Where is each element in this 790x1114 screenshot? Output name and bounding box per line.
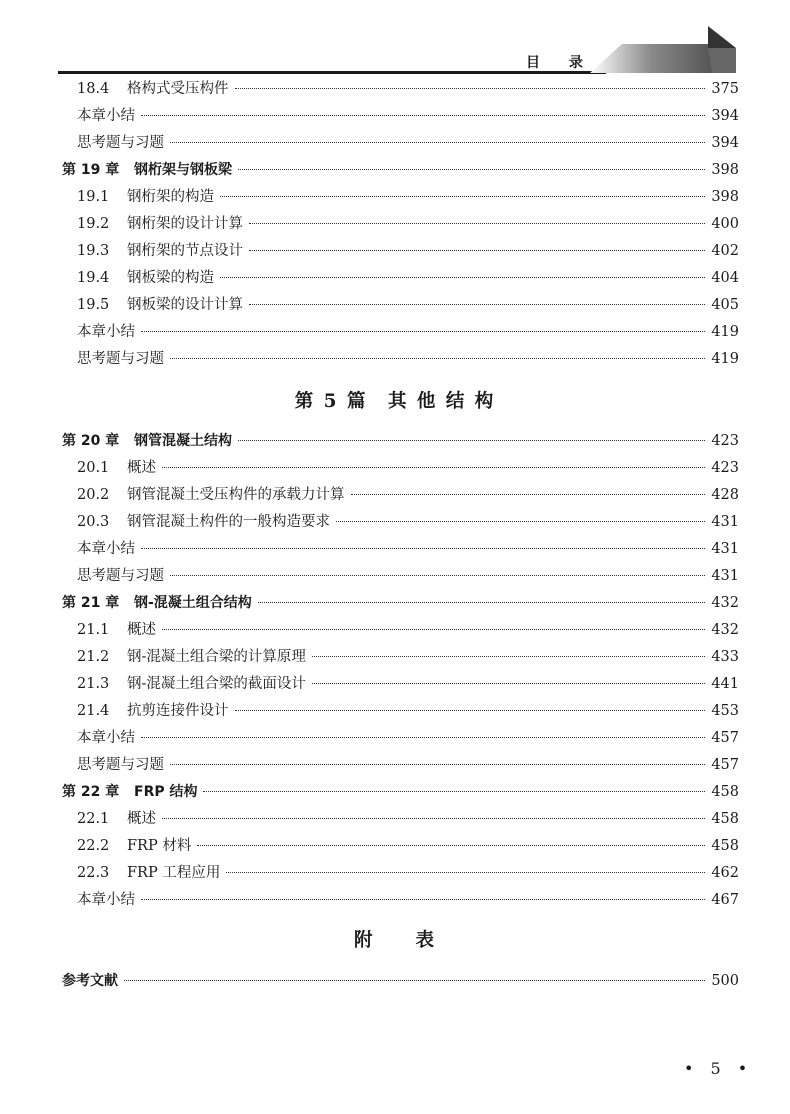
dot-leader <box>258 602 705 603</box>
entry-title: 概述 <box>127 460 156 476</box>
entry-title: 本章小结 <box>77 892 135 908</box>
toc-entry <box>77 484 739 506</box>
entry-number: 第 19 章 <box>62 162 120 178</box>
entry-page-number: 467 <box>711 892 739 908</box>
dot-leader <box>238 440 705 441</box>
entry-title: 钢管混凝土构件的一般构造要求 <box>127 514 330 530</box>
entry-page-number: 428 <box>711 487 739 503</box>
dot-leader <box>141 899 705 900</box>
entry-title: 钢板梁的设计计算 <box>127 297 243 313</box>
entry-page-number: 462 <box>711 865 739 881</box>
entry-page-number: 394 <box>711 135 739 151</box>
entry-number: 19.5 <box>77 297 110 313</box>
toc-entry <box>77 754 739 776</box>
toc-entry <box>77 457 739 479</box>
dot-leader <box>162 818 705 819</box>
toc-entry <box>77 78 739 100</box>
toc-entry <box>77 727 739 749</box>
toc-entry <box>77 835 739 857</box>
toc-entry <box>77 348 739 370</box>
entry-page-number: 402 <box>711 243 739 259</box>
entry-page-number: 441 <box>711 676 739 692</box>
entry-number: 20.2 <box>77 487 110 503</box>
dot-leader <box>197 845 705 846</box>
entry-number: 21.1 <box>77 622 110 638</box>
entry-page-number: 398 <box>711 189 739 205</box>
entry-page-number: 419 <box>711 351 739 367</box>
entry-page-number: 458 <box>711 838 739 854</box>
entry-title: 概述 <box>127 622 156 638</box>
toc-entry <box>77 132 739 154</box>
entry-number: 22.2 <box>77 838 110 854</box>
entry-title: 钢-混凝土组合梁的截面设计 <box>127 676 306 692</box>
entry-title: 钢桁架的构造 <box>127 189 214 205</box>
dot-leader <box>249 304 705 305</box>
entry-number: 20.3 <box>77 514 110 530</box>
entry-number: 第 22 章 <box>62 784 120 800</box>
entry-title: 本章小结 <box>77 730 135 746</box>
entry-number: 19.4 <box>77 270 110 286</box>
toc-entry <box>77 511 739 533</box>
entry-page-number: 404 <box>711 270 739 286</box>
entry-number: 20.1 <box>77 460 110 476</box>
entry-number: 19.1 <box>77 189 110 205</box>
page-number: • 5 • <box>684 1059 754 1078</box>
entry-title: 本章小结 <box>77 108 135 124</box>
dot-leader <box>170 764 705 765</box>
entry-page-number: 458 <box>711 811 739 827</box>
entry-page-number: 423 <box>711 433 739 449</box>
entry-title: 思考题与习题 <box>77 351 164 367</box>
entry-page-number: 419 <box>711 324 739 340</box>
entry-title: 思考题与习题 <box>77 757 164 773</box>
entry-title: FRP 材料 <box>127 838 192 854</box>
entry-title: 钢桁架的节点设计 <box>127 243 243 259</box>
toc-entry <box>77 538 739 560</box>
dot-leader <box>141 548 705 549</box>
entry-title: 钢管混凝土受压构件的承载力计算 <box>127 487 345 503</box>
entry-number: 21.3 <box>77 676 110 692</box>
entry-title: 参考文献 <box>62 973 118 989</box>
dot-leader <box>249 250 705 251</box>
entry-title: FRP 结构 <box>134 784 198 800</box>
entry-number: 第 20 章 <box>62 433 120 449</box>
dot-leader <box>141 115 705 116</box>
toc-entry <box>77 565 739 587</box>
toc-entry <box>62 970 739 992</box>
dot-leader <box>235 710 706 711</box>
entry-page-number: 423 <box>711 460 739 476</box>
entry-number: 18.4 <box>77 81 110 97</box>
dot-leader <box>170 142 705 143</box>
dot-leader <box>351 494 706 495</box>
toc-chapter-entry <box>62 592 739 614</box>
entry-number: 21.2 <box>77 649 110 665</box>
toc-entry <box>77 240 739 262</box>
entry-page-number: 432 <box>711 595 739 611</box>
dot-leader <box>220 196 705 197</box>
entry-page-number: 453 <box>711 703 739 719</box>
toc-chapter-entry <box>62 430 739 452</box>
entry-title: 概述 <box>127 811 156 827</box>
toc-entry <box>77 213 739 235</box>
toc-chapter-entry <box>62 781 739 803</box>
entry-page-number: 500 <box>711 973 739 989</box>
entry-title: 本章小结 <box>77 541 135 557</box>
toc-entry <box>77 862 739 884</box>
part-heading: 附 表 <box>353 930 436 951</box>
entry-page-number: 457 <box>711 730 739 746</box>
entry-title: 钢-混凝土组合结构 <box>134 595 252 611</box>
toc-entry <box>77 321 739 343</box>
entry-page-number: 394 <box>711 108 739 124</box>
entry-page-number: 431 <box>711 568 739 584</box>
dot-leader <box>170 358 705 359</box>
dot-leader <box>203 791 705 792</box>
dot-leader <box>238 169 705 170</box>
entry-page-number: 405 <box>711 297 739 313</box>
entry-page-number: 432 <box>711 622 739 638</box>
dot-leader <box>220 277 705 278</box>
toc-entry <box>77 186 739 208</box>
entry-page-number: 457 <box>711 757 739 773</box>
entry-title: 抗剪连接件设计 <box>127 703 229 719</box>
entry-page-number: 431 <box>711 514 739 530</box>
entry-number: 21.4 <box>77 703 110 719</box>
entry-page-number: 375 <box>711 81 739 97</box>
toc-chapter-entry <box>62 159 739 181</box>
toc-entry <box>77 889 739 911</box>
entry-title: 钢桁架的设计计算 <box>127 216 243 232</box>
toc-entry <box>77 673 739 695</box>
entry-title: 思考题与习题 <box>77 135 164 151</box>
entry-number: 19.3 <box>77 243 110 259</box>
toc-entry <box>77 808 739 830</box>
toc-entry <box>77 294 739 316</box>
entry-page-number: 431 <box>711 541 739 557</box>
dot-leader <box>124 980 705 981</box>
dot-leader <box>312 656 705 657</box>
entry-title: 钢-混凝土组合梁的计算原理 <box>127 649 306 665</box>
toc-entry <box>77 105 739 127</box>
entry-title: FRP 工程应用 <box>127 865 221 881</box>
entry-number: 19.2 <box>77 216 110 232</box>
entry-page-number: 400 <box>711 216 739 232</box>
entry-title: 钢板梁的构造 <box>127 270 214 286</box>
dot-leader <box>141 737 705 738</box>
part-heading: 第 5 篇 其 他 结 构 <box>294 391 496 412</box>
entry-number: 22.1 <box>77 811 110 827</box>
entry-title: 格构式受压构件 <box>127 81 229 97</box>
dot-leader <box>312 683 705 684</box>
entry-number: 第 21 章 <box>62 595 120 611</box>
entry-page-number: 458 <box>711 784 739 800</box>
dot-leader <box>336 521 705 522</box>
entry-page-number: 433 <box>711 649 739 665</box>
dot-leader <box>141 331 705 332</box>
header-title: 目 录 <box>526 55 595 71</box>
entry-title: 钢桁架与钢板梁 <box>134 162 232 178</box>
entry-title: 钢管混凝土结构 <box>134 433 232 449</box>
dot-leader <box>162 629 705 630</box>
entry-page-number: 398 <box>711 162 739 178</box>
entry-number: 22.3 <box>77 865 110 881</box>
entry-title: 思考题与习题 <box>77 568 164 584</box>
dot-leader <box>162 467 705 468</box>
toc-entry <box>77 700 739 722</box>
dot-leader <box>170 575 705 576</box>
dot-leader <box>226 872 705 873</box>
toc-entry <box>77 267 739 289</box>
dot-leader <box>249 223 705 224</box>
toc-entry <box>77 619 739 641</box>
dot-leader <box>235 88 706 89</box>
toc-entry <box>77 646 739 668</box>
entry-title: 本章小结 <box>77 324 135 340</box>
